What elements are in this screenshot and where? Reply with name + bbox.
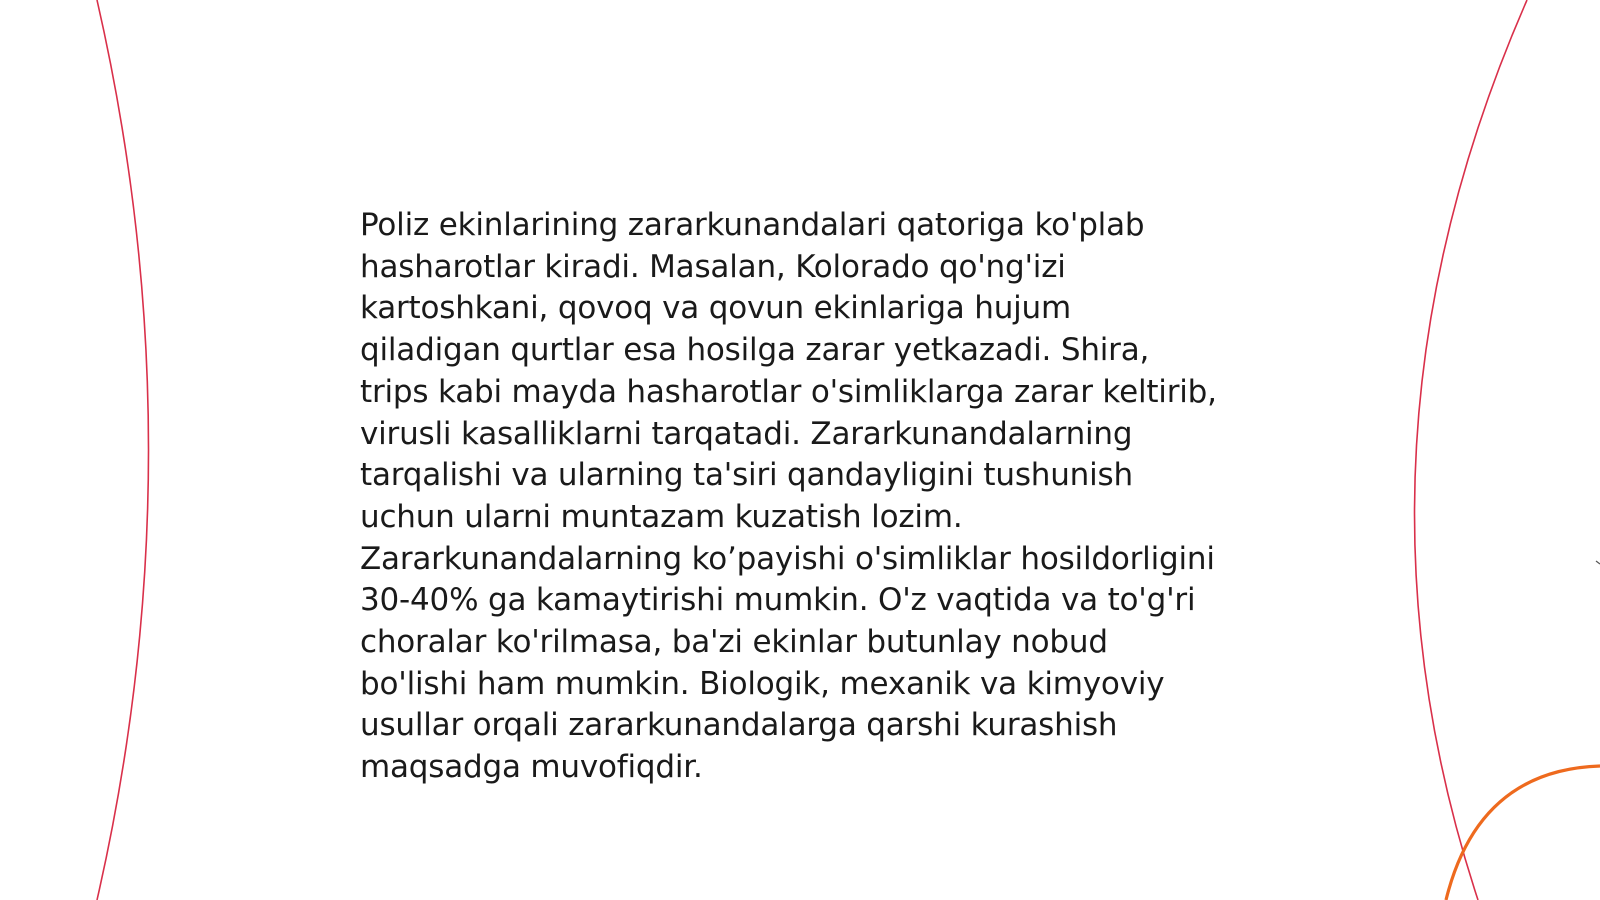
body-paragraph: Poliz ekinlarining zararkunandalari qatoriga ko'plab hasharotlar kiradi. Masalan, Kolorado qo'ng'izi kartoshkani, qovoq va qovun ekinlariga hujum qiladigan qurtlar esa hosilga zarar yetkazadi. Shira, trips kabi mayda hasharotlar o'simliklarga zarar keltirib, virusli kasalliklarni tarqatadi. Zararkunandalarning tarqalishi va ularning ta'siri qandayligini tushunish uchun ularni muntazam kuzatish lozim. Zararkunandalarning ko’payishi o'simliklar hosildorligini 30-40% ga kamaytirishi mumkin. O'z vaqtida va to'g'ri choralar ko'rilmasa, ba'zi ekinlar butunlay nobud bo'lishi ham mumkin. Biologik, mexanik va kimyoviy usullar orqali zararkunandalarga qarshi kurashish maqsadga muvofiqdir. <box>360 207 1217 786</box>
orange-circle-arc <box>1446 766 1600 900</box>
small-mark <box>1596 561 1600 564</box>
left-arc-line <box>97 0 149 900</box>
right-arc-line <box>1415 0 1527 900</box>
